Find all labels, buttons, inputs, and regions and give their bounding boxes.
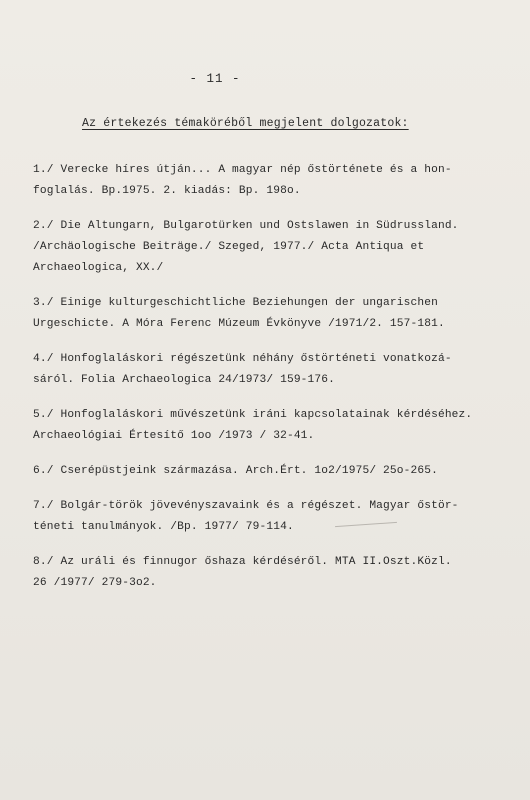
- reference-line: Archaeologica, XX./: [33, 262, 164, 274]
- reference-item-3: [33, 293, 493, 335]
- reference-line: sáról. Folia Archaeologica 24/1973/ 159-176.: [33, 374, 335, 386]
- page-number: - 11 -: [189, 72, 241, 86]
- section-heading: Az értekezés témaköréből megjelent dolgozatok:: [82, 117, 409, 130]
- reference-line: foglalás. Bp.1975. 2. kiadás: Bp. 198o.: [33, 185, 301, 197]
- reference-item-6: [33, 461, 493, 482]
- reference-line: 8./ Az uráli és finnugor őshaza kérdéséről. MTA II.Oszt.Közl.: [33, 556, 452, 568]
- reference-item-7: [33, 496, 493, 538]
- reference-line: 26 /1977/ 279-3o2.: [33, 577, 157, 589]
- reference-item-5: [33, 405, 493, 447]
- reference-line: 7./ Bolgár-török jövevényszavaink és a régészet. Magyar őstör-: [33, 500, 459, 512]
- reference-line: téneti tanulmányok. /Bp. 1977/ 79-114.: [33, 521, 294, 533]
- reference-line: 3./ Einige kulturgeschichtliche Beziehungen der ungarischen: [33, 297, 438, 309]
- reference-line: /Archäologische Beiträge./ Szeged, 1977./ Acta Antiqua et: [33, 241, 425, 253]
- reference-line: 1./ Verecke híres útján... A magyar nép őstörténete és a hon-: [33, 164, 452, 176]
- reference-line: 4./ Honfoglaláskori régészetünk néhány őstörténeti vonatkozá-: [33, 353, 452, 365]
- reference-item-1: [33, 160, 493, 202]
- reference-line: Urgeschicte. A Móra Ferenc Múzeum Évkönyve /1971/2. 157-181.: [33, 318, 445, 330]
- reference-line: 5./ Honfoglaláskori művészetünk iráni kapcsolatainak kérdéséhez.: [33, 409, 473, 421]
- reference-item-8: [33, 552, 493, 594]
- reference-line: Archaeológiai Értesítő 1oo /1973 / 32-41.: [33, 430, 315, 442]
- reference-line: 2./ Die Altungarn, Bulgarotürken und Ostslawen in Südrussland.: [33, 220, 459, 232]
- reference-item-2: [33, 216, 493, 279]
- reference-item-4: [33, 349, 493, 391]
- reference-line: 6./ Cserépüstjeink származása. Arch.Ért. 1o2/1975/ 25o-265.: [33, 465, 438, 477]
- reference-list: [33, 160, 493, 608]
